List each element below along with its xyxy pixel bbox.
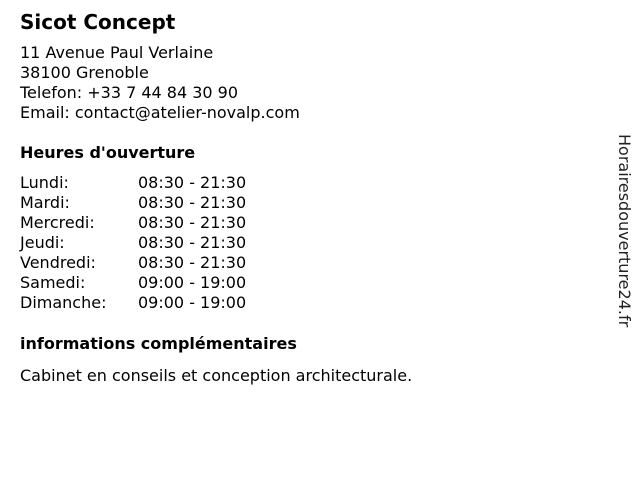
day-label: Mercredi:: [20, 213, 95, 232]
day-label: Dimanche:: [20, 293, 107, 312]
day-label: Jeudi:: [20, 233, 65, 252]
hours-row-friday: [20, 253, 600, 273]
business-description: Cabinet en conseils et conception architecturale.: [20, 366, 413, 385]
business-name: Sicot Concept: [20, 10, 176, 34]
day-label: Vendredi:: [20, 253, 96, 272]
time-range: 09:00 - 19:00: [138, 293, 247, 312]
hours-row-thursday: [20, 233, 600, 253]
hours-table: [20, 173, 600, 313]
phone-number[interactable]: Telefon: +33 7 44 84 30 90: [20, 83, 239, 102]
address-street: 11 Avenue Paul Verlaine: [20, 43, 214, 62]
time-range: 08:30 - 21:30: [138, 193, 247, 212]
hours-row-sunday: [20, 293, 600, 313]
time-range: 08:30 - 21:30: [138, 233, 247, 252]
address-city: 38100 Grenoble: [20, 63, 149, 82]
business-card: [20, 8, 600, 386]
time-range: 09:00 - 19:00: [138, 273, 247, 292]
hours-row-saturday: [20, 273, 600, 293]
hours-row-tuesday: [20, 193, 600, 213]
time-range: 08:30 - 21:30: [138, 173, 247, 192]
email-address[interactable]: Email: contact@atelier-novalp.com: [20, 103, 300, 122]
time-range: 08:30 - 21:30: [138, 253, 247, 272]
contact-block: [20, 43, 600, 123]
info-heading: informations complémentaires: [20, 334, 297, 353]
hours-row-wednesday: [20, 213, 600, 233]
day-label: Lundi:: [20, 173, 69, 192]
site-watermark-label[interactable]: Horairesdouverture24.fr: [615, 134, 634, 328]
hours-heading: Heures d'ouverture: [20, 143, 196, 162]
day-label: Samedi:: [20, 273, 86, 292]
time-range: 08:30 - 21:30: [138, 213, 247, 232]
hours-row-monday: [20, 173, 600, 193]
day-label: Mardi:: [20, 193, 70, 212]
